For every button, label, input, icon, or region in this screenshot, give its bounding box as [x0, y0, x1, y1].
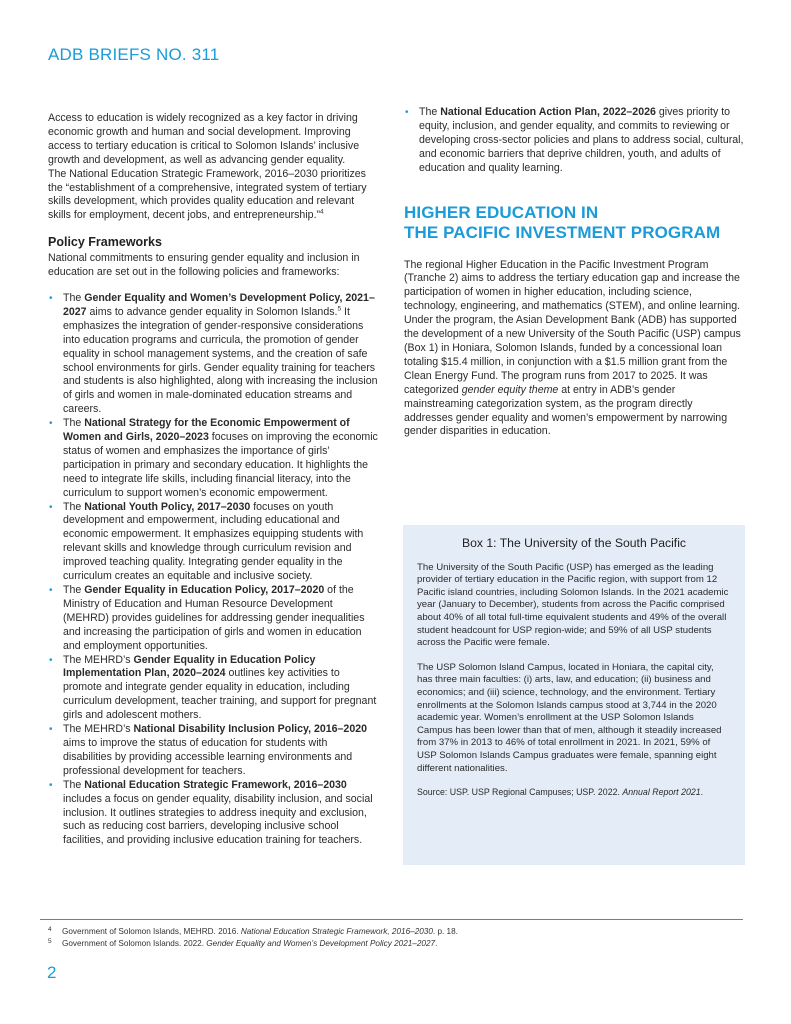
section-heading [404, 203, 744, 243]
box-paragraph-1: The University of the South Pacific (USP) has emerged as the leading provider of tertiary education in the Pacific region, with support from 12 Pacific island countries, including Solomon Islands. In the 2021 academic year (January to December), students from across the Pacific comprised about 40% of all total full-time equivalent students and 49% of the overall student headcount for USP region-wide; and 59% of all USP students across the Pacific were female. [417, 561, 729, 649]
bullet-icon: • [49, 724, 53, 736]
list-item-pre: The MEHRD’s [63, 653, 134, 666]
footnote-title: Gender Equality and Women’s Development Policy 2021–2027 [206, 939, 436, 948]
list-item [48, 417, 378, 500]
section-heading-line-2: THE PACIFIC INVESTMENT PROGRAM [404, 222, 721, 242]
box-source [417, 786, 731, 799]
program-text: The regional Higher Education in the Pacific Investment Program (Tranche 2) aims to address the tertiary education gap and increase the participation of women in higher education, including science, technology, engineering, and mathematics (STEM), and online learning. Under the program, the Asian Development Bank (ADB) has supported the development of a new University of the South Pacific (USP) campus (Box 1) in Honiara, Solomon Islands, funded by a concessional loan totaling $15.4 million, in conjunction with a $1.5 million grant from the Clean Energy Fund. The program runs from 2017 to 2025. It was categorized [404, 258, 741, 396]
list-item-pre: The MEHRD’s [63, 723, 134, 736]
policy-name: National Education Action Plan, 2022–2026 [440, 106, 656, 118]
list-item [48, 501, 378, 584]
policy-name: National Disability Inclusion Policy, 2016–2020 [133, 723, 368, 736]
footnote-5 [48, 938, 748, 950]
list-item [48, 584, 378, 654]
policy-intro: National commitments to ensuring gender equality and inclusion in education are set out in the following policies and frameworks: [48, 252, 360, 279]
footnote-end: . p. 18. [432, 927, 458, 936]
footnote-text: Government of Solomon Islands. 2022. [62, 939, 207, 948]
footnote-text: Government of Solomon Islands, MEHRD. 2016. [62, 927, 241, 936]
box-paragraph-2: The USP Solomon Island Campus, located in Honiara, the capital city, has three main faculties: (i) arts, law, and education; (ii) business and economics; and (iii) science, technology, and the environment. Tertiary enrollments at the Solomon Islands campus stood at 3,744 in the 2020 academic year. Women’s enrollment at the USP Solomon Islands Campus has been lower than that of men, although it steadily increased from 37% in 2013 to 46% of total enrollment in 2021. In 2021, 59% of USP Solomon Islands Campus graduates were female, spanning eight different nationalities. [417, 661, 722, 774]
bullet-icon: • [49, 585, 53, 596]
list-item [48, 779, 378, 849]
box-source-title: Annual Report 2021 [622, 787, 701, 798]
footnote-number: 5 [48, 938, 52, 945]
list-item-pre: The [63, 417, 85, 430]
left-column [48, 112, 378, 848]
box-title: Box 1: The University of the South Pacific [462, 536, 686, 550]
list-item-text: aims to advance gender equality in Solomon Islands. [86, 305, 338, 318]
report-series-title: ADB BRIEFS NO. 311 [48, 45, 220, 64]
list-item-text: gives priority to equity, inclusion, and gender equality, and commits to reviewing or developing cross-sector policies and plans to address social, cultural, and economic barriers that deprive children, youth, and adults of education and quality learning. [419, 106, 744, 174]
footnote-ref-4[interactable]: 4 [320, 208, 324, 216]
policy-name: National Education Strategic Framework, 2016–2030 [84, 778, 347, 791]
page-number: 2 [47, 963, 57, 982]
policy-name: Gender Equality in Education Policy Implementation Plan, 2020–2024 [63, 653, 316, 680]
footnote-number: 4 [48, 926, 52, 933]
bullet-icon: • [49, 418, 53, 430]
list-item [404, 106, 744, 176]
list-item-pre: The [63, 778, 85, 791]
list-item-pre: The [63, 584, 85, 596]
bullet-icon: • [49, 654, 53, 666]
list-item-text: includes a focus on gender equality, disability inclusion, and social inclusion. It outlines strategies to address inequity and exclusion, such as reducing cost barriers, developing inclusive school facilities, and providing inclusive education training for teachers. [63, 792, 373, 847]
list-item-pre: The [63, 291, 85, 304]
footnote-end: . [435, 939, 438, 948]
policy-name: Gender Equality in Education Policy, 2017–2020 [84, 584, 325, 596]
right-column [404, 106, 744, 439]
footnote-divider [40, 919, 743, 920]
list-item-text: outlines key activities to promote and integrate gender equality in education, including curriculum development, teacher training, and support for pregnant girls and adolescent mothers. [63, 667, 377, 722]
list-item-pre: The [419, 106, 441, 118]
list-item-text: focuses on youth development and empowerment, including educational and economic empowerment. It emphasizes equipping students with relevant skills and knowledge through curriculum revision and improved teaching quality. Integrating gender equality in the curriculum creates an equitable and inclusive society. [63, 500, 364, 583]
policy-name: National Youth Policy, 2017–2030 [84, 500, 251, 513]
policy-list [48, 292, 378, 848]
bullet-icon: • [49, 292, 53, 304]
section-heading-line-1: HIGHER EDUCATION IN [404, 202, 599, 222]
list-item [48, 723, 378, 779]
list-item-pre: The [63, 500, 85, 513]
bullet-icon: • [405, 107, 409, 118]
footnote-ref-5[interactable]: 5 [337, 305, 342, 313]
footnotes [48, 926, 748, 950]
policy-frameworks-heading: Policy Frameworks [48, 235, 162, 250]
list-item [48, 654, 378, 724]
list-item-text: aims to improve the status of education for students with disabilities by providing accessible learning environments and professional development for teachers. [63, 736, 353, 777]
program-text-end: at entry in ADB’s gender mainstreaming categorization system, as the program directly addresses gender equality and women’s empowerment by narrowing gender disparities in education. [404, 383, 728, 438]
intro-text-1: Access to education is widely recognized as a key factor in driving economic growth and human and social development. Improving access to tertiary education is critical to Solomon Islands’ inclusive growth and development, as well as advancing gender equality. [48, 112, 360, 166]
intro-text-2: The National Education Strategic Framework, 2016–2030 prioritizes the “establishment of a comprehensive, integrated system of tertiary skills development, which provides quality education and relevant skills for employment, decent jobs, and entrepreneurship.” [48, 167, 367, 222]
footnote-title: National Education Strategic Framework, 2016–2030 [240, 927, 433, 936]
policy-list-continued [404, 106, 744, 176]
program-theme: gender equity theme [461, 383, 559, 396]
box-source-end: . [700, 787, 704, 798]
box-usp [403, 525, 745, 865]
bullet-icon: • [49, 501, 53, 513]
bullet-icon: • [49, 779, 53, 791]
footnote-4 [48, 926, 748, 938]
program-paragraph [404, 259, 744, 440]
list-item [48, 292, 378, 417]
box-source-text: Source: USP. USP Regional Campuses; USP. 2022. [417, 787, 623, 798]
list-item-text: focuses on improving the economic status of women and emphasizes the importance of girls’ participation in primary and secondary education. It highlights the need to integrate life skills, including financial literacy, into the curriculum to support women’s economic empowerment. [63, 431, 378, 499]
intro-paragraph [48, 112, 378, 223]
list-item-text: of the Ministry of Education and Human Resource Development (MEHRD) provides guidelines for addressing gender inequalities and increasing the participation of girls and women in education and employment opportunities. [63, 584, 365, 652]
policy-name: National Strategy for the Economic Empowerment of Women and Girls, 2020–2023 [63, 417, 350, 444]
policy-name: Gender Equality and Women’s Development Policy, 2021–2027 [63, 291, 375, 318]
list-item-text-cont: It emphasizes the integration of gender-responsive considerations into education programs and curricula, the promotion of gender equality in school management systems, and the creation of safe school environments for girls. Gender equality training for teachers and students is also highlighted, along with increasing the inclusion of girls and women in male-dominated education streams and careers. [63, 305, 378, 416]
